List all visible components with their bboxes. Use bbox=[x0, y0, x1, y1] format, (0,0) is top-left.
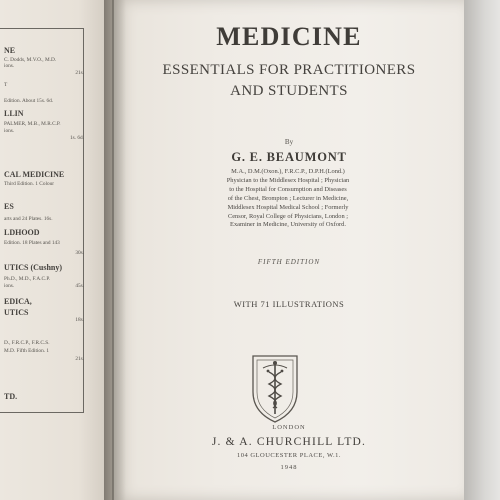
advertisement-line: ES bbox=[4, 202, 14, 211]
advertisement-line: TD. bbox=[4, 392, 18, 401]
advertisement-line: 18s. bbox=[75, 317, 84, 323]
title-page bbox=[114, 0, 464, 500]
advertisement-line: Ph.D., M.D., F.A.C.P. bbox=[4, 276, 51, 282]
publisher-address: 104 GLOUCESTER PLACE, W.1. bbox=[236, 452, 341, 459]
publisher-name: J. & A. CHURCHILL LTD. bbox=[211, 436, 367, 448]
publication-year: 1948 bbox=[280, 464, 298, 471]
advertisement-line: LDHOOD bbox=[4, 228, 40, 237]
left-page-advertisements bbox=[0, 0, 112, 500]
advertisement-line: 1s. 6d. bbox=[70, 135, 84, 141]
background-surface bbox=[462, 0, 500, 500]
advertisement-line: 21s. bbox=[75, 70, 84, 76]
qualification-line: to the Hospital for Consumption and Diseases bbox=[229, 185, 347, 193]
advertisement-line: EDICA, bbox=[4, 297, 32, 306]
qualification-line: Middlesex Hospital Medical School ; Formerly bbox=[227, 203, 349, 211]
advertisement-line: 45s. bbox=[75, 283, 84, 289]
advertisement-line: Edition. About 15s. 6d. bbox=[4, 98, 54, 104]
subtitle-line-1: ESSENTIALS FOR PRACTITIONERS bbox=[162, 62, 416, 78]
advertisement-line: arts and 24 Plates. 16s. bbox=[4, 216, 53, 222]
advertisement-line: ions. bbox=[4, 128, 15, 134]
advertisement-line: M.D. Fifth Edition. 1 bbox=[4, 348, 50, 354]
advertisement-line: NE bbox=[4, 46, 16, 55]
advertisement-line: ions. bbox=[4, 63, 15, 69]
qualification-line: Physician to the Middlesex Hospital ; Physician bbox=[226, 176, 350, 184]
imprint-city: LONDON bbox=[272, 424, 306, 431]
author-name: G. E. BEAUMONT bbox=[231, 150, 347, 164]
advertisement-line: Third Edition. 1 Colour bbox=[4, 181, 55, 187]
advertisement-line: 30s. bbox=[75, 250, 84, 256]
advertisement-line: UTICS bbox=[4, 308, 29, 317]
qualification-line: M.A., D.M.(Oxon.), F.R.C.P., D.P.H.(Lond.) bbox=[231, 168, 345, 175]
advertisement-line: 21s. bbox=[75, 356, 84, 362]
book-subtitle bbox=[114, 60, 464, 102]
author-qualifications bbox=[178, 168, 398, 230]
illustrations-label: WITH 71 ILLUSTRATIONS bbox=[233, 299, 345, 309]
book-gutter-shadow bbox=[104, 0, 126, 500]
qualification-line: Censor, Royal College of Physicians, London ; bbox=[227, 212, 349, 220]
edition-label: FIFTH EDITION bbox=[257, 258, 321, 266]
advertisement-line: PALMER, M.B., M.R.C.P. bbox=[4, 121, 61, 127]
advertisement-line: D., F.R.C.P., F.R.C.S. bbox=[4, 340, 50, 346]
by-line: By bbox=[284, 138, 294, 146]
qualification-line: of the Chest, Brompton ; Lecturer in Medicine, bbox=[227, 194, 349, 202]
subtitle-line-2: AND STUDENTS bbox=[230, 83, 348, 99]
advertisement-line: T bbox=[4, 82, 8, 88]
advertisement-line: ions. bbox=[4, 283, 15, 289]
advertisement-line: LLIN bbox=[4, 109, 24, 118]
advertisement-line: C. Dodds, M.V.O., M.D. bbox=[4, 57, 57, 63]
advertisement-line: UTICS (Cushny) bbox=[4, 263, 63, 272]
caduceus-emblem-icon bbox=[247, 352, 303, 424]
qualification-line: Examiner in Medicine, University of Oxford. bbox=[230, 221, 346, 229]
advertisement-line: CAL MEDICINE bbox=[4, 170, 65, 179]
advertisement-line: Edition. 18 Plates and 143 bbox=[4, 240, 60, 246]
book-title: MEDICINE bbox=[216, 22, 362, 51]
